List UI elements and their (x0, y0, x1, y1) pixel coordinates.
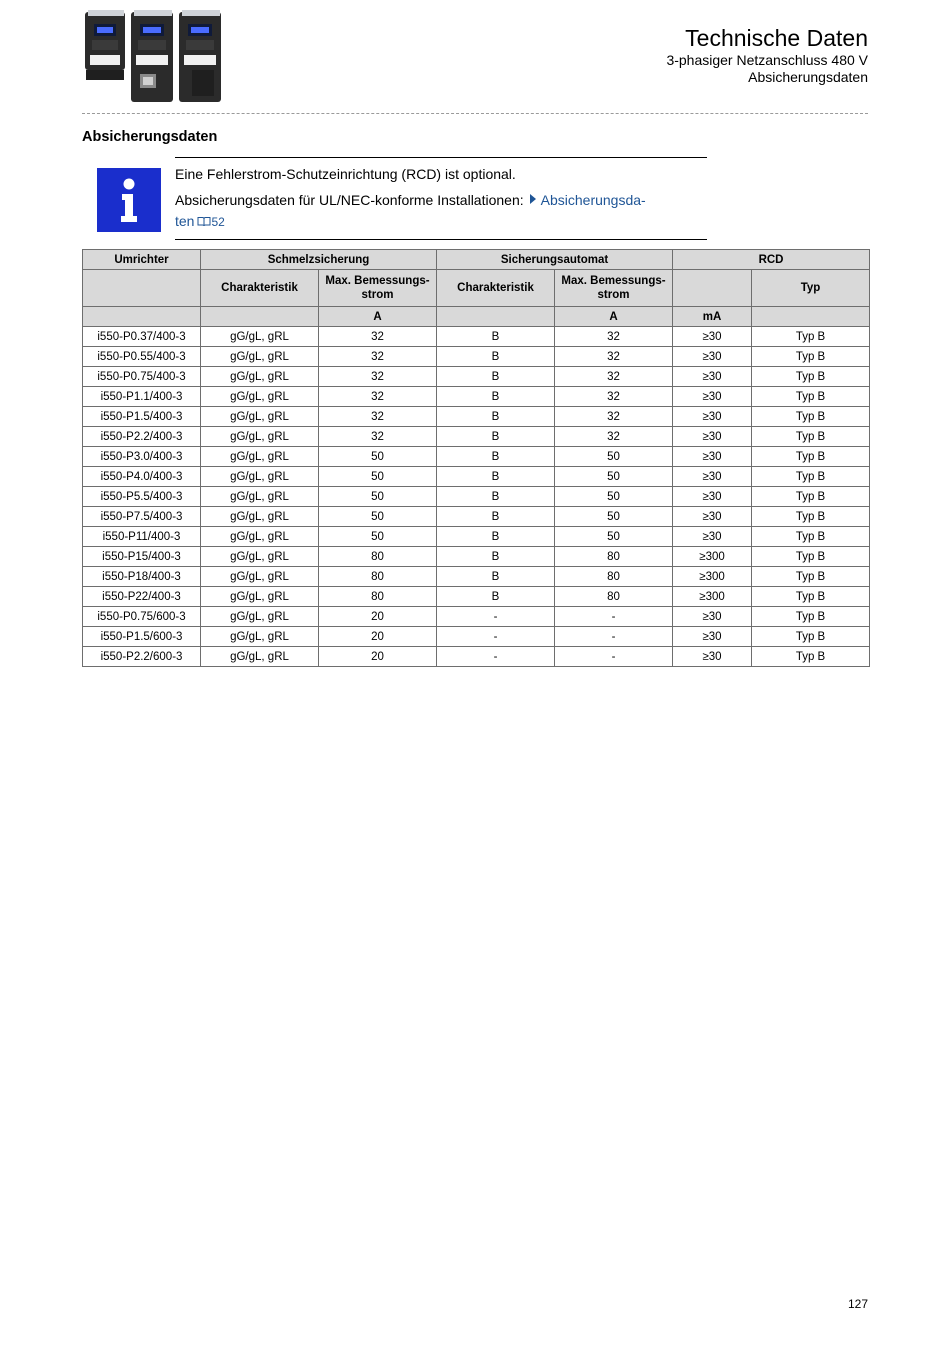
cell-rcd-type: Typ B (752, 527, 870, 547)
cell-fuse-characteristic: gG/gL, gRL (201, 567, 319, 587)
cell-rcd-type: Typ B (752, 547, 870, 567)
cell-breaker-characteristic: B (437, 507, 555, 527)
header-rcd: RCD (673, 250, 870, 270)
cell-rcd-type: Typ B (752, 587, 870, 607)
cell-fuse-max-current: 32 (319, 387, 437, 407)
header-fuse-characteristic: Charakteristik (201, 270, 319, 307)
table-row (83, 587, 870, 607)
cell-breaker-max-current: 32 (555, 327, 673, 347)
cell-fuse-characteristic: gG/gL, gRL (201, 527, 319, 547)
link-absicherungsdaten-part2[interactable]: ten (175, 213, 195, 229)
table-row (83, 407, 870, 427)
page-section-subtitle: Absicherungsdaten (748, 69, 868, 85)
header-breaker-max-current: Max. Bemessungs-strom (555, 270, 673, 307)
cell-fuse-max-current: 80 (319, 547, 437, 567)
cell-rcd-type: Typ B (752, 327, 870, 347)
cell-fuse-characteristic: gG/gL, gRL (201, 547, 319, 567)
table-row (83, 487, 870, 507)
cell-rcd-type: Typ B (752, 367, 870, 387)
cell-breaker-characteristic: B (437, 327, 555, 347)
cell-breaker-characteristic: B (437, 407, 555, 427)
cell-rcd-current: ≥30 (673, 467, 752, 487)
cell-rcd-type: Typ B (752, 507, 870, 527)
cell-fuse-characteristic: gG/gL, gRL (201, 467, 319, 487)
cell-fuse-characteristic: gG/gL, gRL (201, 507, 319, 527)
table-body (83, 327, 870, 667)
cell-umrichter: i550-P5.5/400-3 (83, 487, 201, 507)
cell-breaker-max-current: 32 (555, 407, 673, 427)
link-absicherungsdaten-part1[interactable]: Absicherungsda- (540, 192, 646, 208)
cell-rcd-type: Typ B (752, 607, 870, 627)
cell-rcd-type: Typ B (752, 567, 870, 587)
cell-umrichter: i550-P3.0/400-3 (83, 447, 201, 467)
cell-umrichter: i550-P15/400-3 (83, 547, 201, 567)
cell-rcd-current: ≥30 (673, 527, 752, 547)
cell-fuse-characteristic: gG/gL, gRL (201, 587, 319, 607)
cell-rcd-current: ≥30 (673, 507, 752, 527)
cell-fuse-max-current: 32 (319, 347, 437, 367)
cell-rcd-current: ≥30 (673, 367, 752, 387)
cell-fuse-max-current: 32 (319, 327, 437, 347)
cell-fuse-characteristic: gG/gL, gRL (201, 447, 319, 467)
cell-fuse-characteristic: gG/gL, gRL (201, 627, 319, 647)
unit-empty (83, 307, 201, 327)
cell-umrichter: i550-P1.5/600-3 (83, 627, 201, 647)
cell-breaker-max-current: 50 (555, 527, 673, 547)
cell-umrichter: i550-P18/400-3 (83, 567, 201, 587)
cell-breaker-max-current: 50 (555, 467, 673, 487)
table-row (83, 427, 870, 447)
fuse-data-table (82, 249, 870, 667)
unit-empty (201, 307, 319, 327)
cell-rcd-current: ≥300 (673, 547, 752, 567)
cell-rcd-current: ≥30 (673, 427, 752, 447)
header-divider (82, 113, 868, 114)
header-umrichter: Umrichter (83, 250, 201, 270)
cell-rcd-type: Typ B (752, 407, 870, 427)
cell-fuse-characteristic: gG/gL, gRL (201, 647, 319, 667)
cell-fuse-characteristic: gG/gL, gRL (201, 487, 319, 507)
cell-breaker-characteristic: - (437, 627, 555, 647)
page-subtitle: 3-phasiger Netzanschluss 480 V (666, 52, 868, 68)
cell-fuse-characteristic: gG/gL, gRL (201, 367, 319, 387)
header-sicherungsautomat: Sicherungsautomat (437, 250, 673, 270)
cell-umrichter: i550-P2.2/600-3 (83, 647, 201, 667)
page-title: Technische Daten (685, 25, 868, 51)
table-row (83, 467, 870, 487)
cell-umrichter: i550-P0.55/400-3 (83, 347, 201, 367)
header-rcd-type: Typ (752, 270, 870, 307)
cell-umrichter: i550-P1.5/400-3 (83, 407, 201, 427)
cell-breaker-max-current: 32 (555, 367, 673, 387)
cell-rcd-type: Typ B (752, 627, 870, 647)
cell-breaker-characteristic: - (437, 607, 555, 627)
cell-breaker-characteristic: B (437, 527, 555, 547)
cell-fuse-max-current: 80 (319, 567, 437, 587)
cell-fuse-characteristic: gG/gL, gRL (201, 327, 319, 347)
cell-umrichter: i550-P4.0/400-3 (83, 467, 201, 487)
section-title: Absicherungsdaten (82, 129, 218, 145)
table-row (83, 627, 870, 647)
cell-breaker-characteristic: B (437, 387, 555, 407)
cell-fuse-max-current: 20 (319, 627, 437, 647)
cell-rcd-current: ≥30 (673, 627, 752, 647)
cell-breaker-max-current: 80 (555, 587, 673, 607)
cell-fuse-max-current: 32 (319, 367, 437, 387)
cell-umrichter: i550-P0.75/400-3 (83, 367, 201, 387)
unit-rcd-current: mA (673, 307, 752, 327)
product-image (82, 8, 227, 104)
cell-fuse-max-current: 32 (319, 427, 437, 447)
cell-breaker-characteristic: B (437, 447, 555, 467)
cell-fuse-max-current: 32 (319, 407, 437, 427)
table-row (83, 447, 870, 467)
info-ul-text: Absicherungsdaten für UL/NEC-konforme Installationen: (175, 192, 524, 208)
cell-rcd-current: ≥30 (673, 407, 752, 427)
cell-rcd-current: ≥30 (673, 647, 752, 667)
table-row (83, 507, 870, 527)
cell-breaker-characteristic: B (437, 547, 555, 567)
cell-breaker-characteristic: B (437, 367, 555, 387)
cell-rcd-current: ≥30 (673, 607, 752, 627)
cell-breaker-characteristic: B (437, 427, 555, 447)
table-row (83, 527, 870, 547)
info-box (175, 157, 707, 240)
cell-breaker-max-current: - (555, 647, 673, 667)
unit-empty (752, 307, 870, 327)
cell-breaker-max-current: 32 (555, 427, 673, 447)
cell-rcd-current: ≥30 (673, 347, 752, 367)
info-ul-note (175, 190, 707, 233)
cell-breaker-characteristic: B (437, 347, 555, 367)
table-row (83, 607, 870, 627)
cell-fuse-max-current: 50 (319, 467, 437, 487)
cell-rcd-current: ≥300 (673, 587, 752, 607)
cell-rcd-type: Typ B (752, 427, 870, 447)
cell-fuse-max-current: 50 (319, 487, 437, 507)
cell-rcd-current: ≥30 (673, 447, 752, 467)
header-titles (666, 24, 868, 86)
cell-umrichter: i550-P22/400-3 (83, 587, 201, 607)
cell-breaker-max-current: - (555, 627, 673, 647)
cell-rcd-current: ≥30 (673, 487, 752, 507)
table-row (83, 567, 870, 587)
header-fuse-max-current: Max. Bemessungs-strom (319, 270, 437, 307)
cell-breaker-characteristic: B (437, 487, 555, 507)
table-row (83, 347, 870, 367)
cell-fuse-characteristic: gG/gL, gRL (201, 407, 319, 427)
cell-rcd-current: ≥30 (673, 327, 752, 347)
cell-breaker-max-current: - (555, 607, 673, 627)
cell-breaker-characteristic: B (437, 467, 555, 487)
cell-fuse-max-current: 20 (319, 647, 437, 667)
cell-rcd-type: Typ B (752, 467, 870, 487)
unit-empty (437, 307, 555, 327)
table-row (83, 367, 870, 387)
cell-breaker-max-current: 50 (555, 487, 673, 507)
header-empty (673, 270, 752, 307)
cell-rcd-type: Typ B (752, 647, 870, 667)
table-row (83, 647, 870, 667)
cell-fuse-max-current: 50 (319, 447, 437, 467)
header-schmelzsicherung: Schmelzsicherung (201, 250, 437, 270)
link-page-number[interactable]: 52 (211, 215, 225, 229)
cell-fuse-max-current: 80 (319, 587, 437, 607)
table-row (83, 327, 870, 347)
cell-rcd-type: Typ B (752, 447, 870, 467)
cell-fuse-characteristic: gG/gL, gRL (201, 607, 319, 627)
unit-breaker-current: A (555, 307, 673, 327)
info-rcd-note: Eine Fehlerstrom-Schutzeinrichtung (RCD) ist optional. (175, 166, 516, 182)
cell-rcd-current: ≥300 (673, 567, 752, 587)
table-row (83, 547, 870, 567)
info-icon (97, 168, 161, 232)
page-number: 127 (847, 1297, 868, 1311)
cell-breaker-max-current: 80 (555, 567, 673, 587)
cell-umrichter: i550-P0.75/600-3 (83, 607, 201, 627)
cell-breaker-max-current: 32 (555, 387, 673, 407)
cell-breaker-characteristic: B (437, 567, 555, 587)
cell-fuse-characteristic: gG/gL, gRL (201, 387, 319, 407)
cell-fuse-characteristic: gG/gL, gRL (201, 427, 319, 447)
cell-breaker-max-current: 50 (555, 447, 673, 467)
cell-fuse-max-current: 50 (319, 507, 437, 527)
table-row (83, 387, 870, 407)
cell-umrichter: i550-P7.5/400-3 (83, 507, 201, 527)
cell-breaker-characteristic: B (437, 587, 555, 607)
cell-umrichter: i550-P1.1/400-3 (83, 387, 201, 407)
header-breaker-characteristic: Charakteristik (437, 270, 555, 307)
cell-fuse-max-current: 50 (319, 527, 437, 547)
cell-breaker-max-current: 32 (555, 347, 673, 367)
cell-fuse-max-current: 20 (319, 607, 437, 627)
cell-rcd-type: Typ B (752, 387, 870, 407)
cell-fuse-characteristic: gG/gL, gRL (201, 347, 319, 367)
cell-rcd-current: ≥30 (673, 387, 752, 407)
cell-umrichter: i550-P0.37/400-3 (83, 327, 201, 347)
cell-breaker-characteristic: - (437, 647, 555, 667)
cell-rcd-type: Typ B (752, 347, 870, 367)
cell-umrichter: i550-P2.2/400-3 (83, 427, 201, 447)
cell-breaker-max-current: 50 (555, 507, 673, 527)
header-empty (83, 270, 201, 307)
cell-breaker-max-current: 80 (555, 547, 673, 567)
unit-fuse-current: A (319, 307, 437, 327)
cell-umrichter: i550-P11/400-3 (83, 527, 201, 547)
book-icon (197, 212, 211, 233)
link-arrow-icon (530, 194, 536, 204)
cell-rcd-type: Typ B (752, 487, 870, 507)
